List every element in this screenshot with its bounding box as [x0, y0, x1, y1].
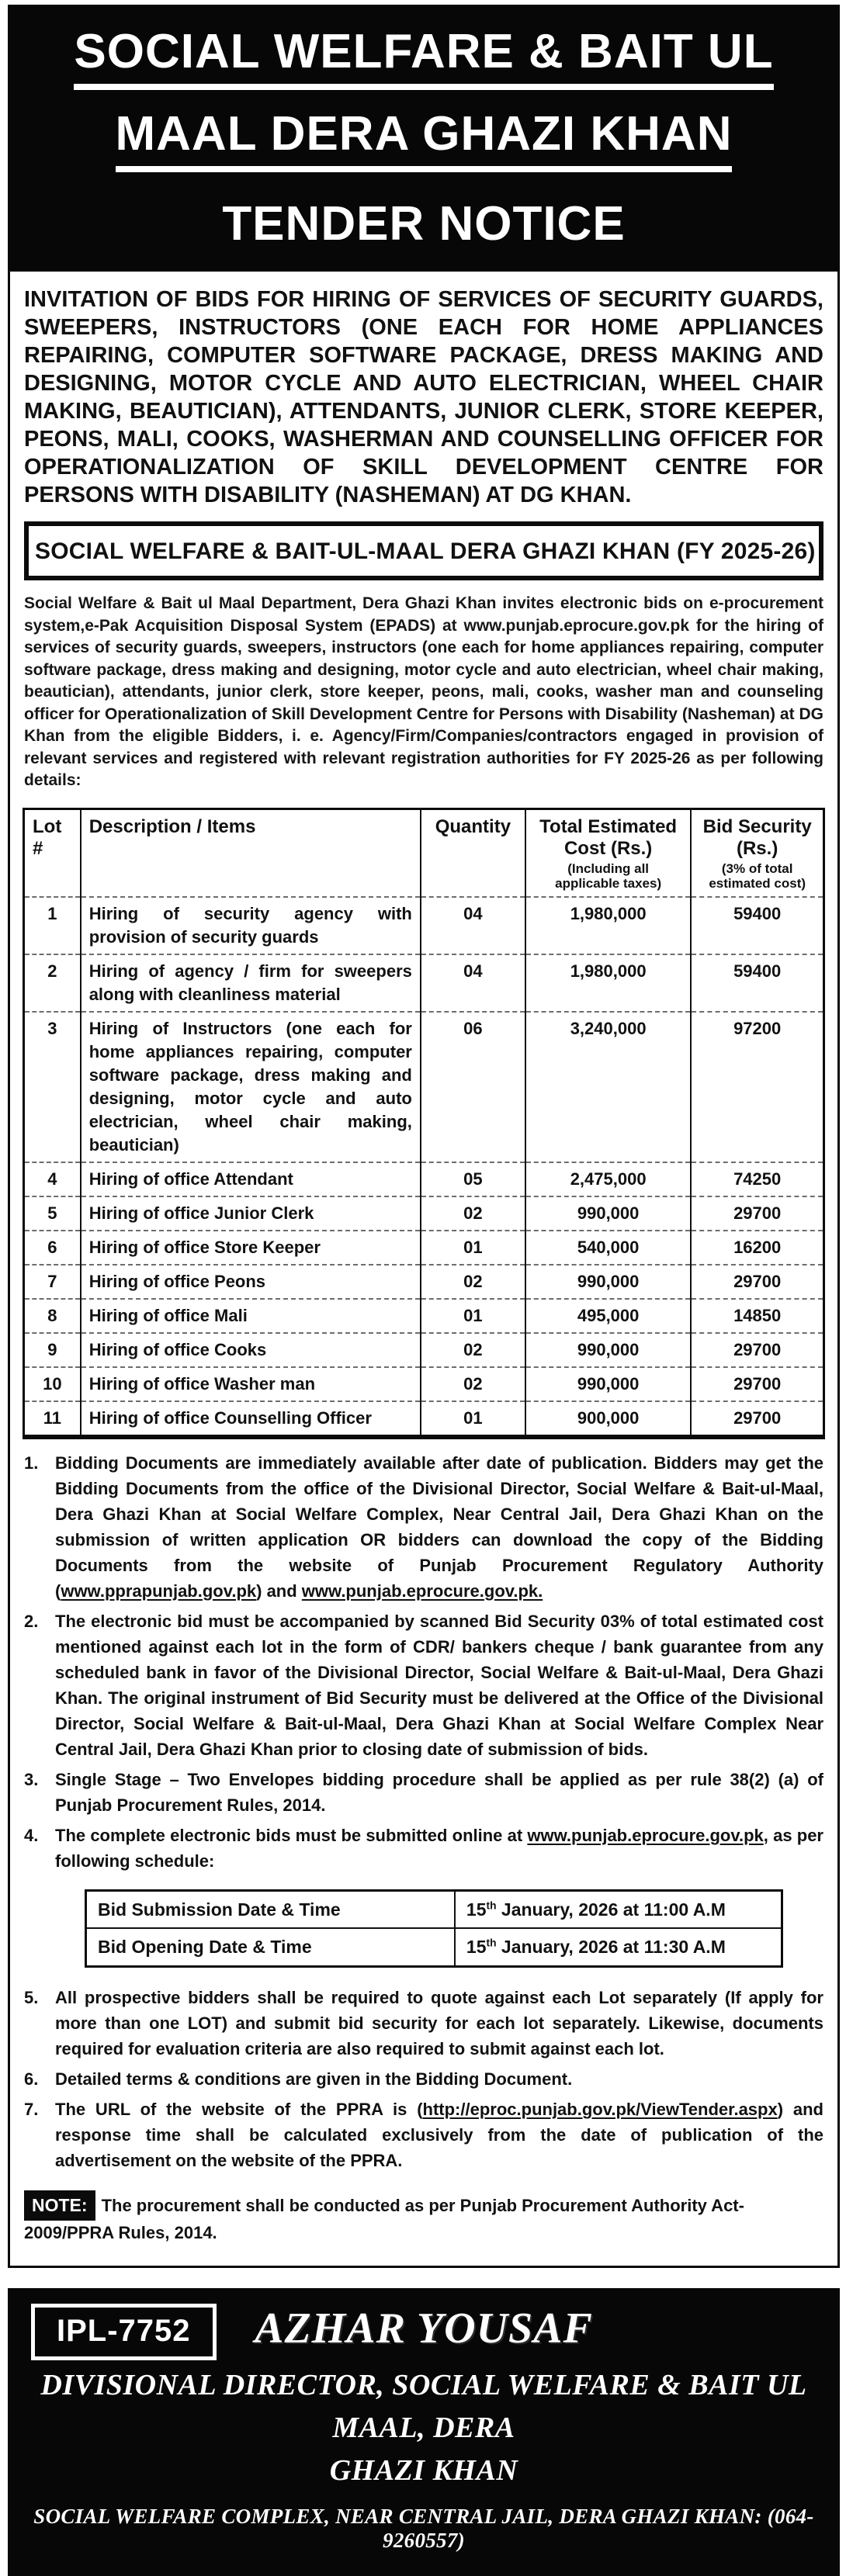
footer-banner [8, 2288, 840, 2576]
item-number: 2. [24, 1611, 39, 1631]
list-item [24, 1608, 823, 1762]
header-banner [8, 5, 840, 272]
description-cell: Hiring of office Junior Clerk [81, 1196, 421, 1231]
signatory-title-line2: GHAZI KHAN [329, 2454, 518, 2488]
lot-header [24, 808, 81, 897]
title-line-2-text: MAAL DERA GHAZI KHAN [116, 110, 733, 172]
list-item [24, 2096, 823, 2173]
item-number: 1. [24, 1452, 39, 1473]
lot-no-cell: 8 [24, 1299, 81, 1333]
cost-cell: 495,000 [525, 1299, 691, 1333]
office-address: SOCIAL WELFARE COMPLEX, NEAR CENTRAL JAIL, DERA GHAZI KHAN: (064-9260557) [33, 2505, 814, 2553]
table-row [24, 1333, 824, 1367]
text-segment: Single Stage – Two Envelopes bidding procedure shall be applied as per rule 38(2) (a) of Punjab Procurement Rules, 2014. [55, 1769, 823, 1815]
table-row [24, 1012, 824, 1162]
lot-no-cell: 11 [24, 1401, 81, 1437]
text-segment: The URL of the website of the PPRA is ( [55, 2100, 423, 2120]
schedule-row [86, 1928, 782, 1966]
table-row [24, 1196, 824, 1231]
security-cell: 29700 [691, 1367, 823, 1401]
lot-no-cell: 10 [24, 1367, 81, 1401]
lot-header-line2: # [33, 837, 43, 859]
item-number: 5. [24, 1988, 39, 2008]
description-cell: Hiring of office Mali [81, 1299, 421, 1333]
schedule-label-cell: Bid Opening Date & Time [86, 1928, 455, 1966]
lot-no-cell: 7 [24, 1265, 81, 1299]
url-text: http://eproc.punjab.gov.pk/ViewTender.aspx [422, 2100, 778, 2120]
item-text [55, 1823, 823, 1874]
note-text: The procurement shall be conducted as per Punjab Procurement Authority Act-2009/PPRA Rules, 2014. [24, 2196, 744, 2243]
text-segment: , as per following schedule: [55, 1825, 823, 1871]
list-item [24, 1767, 823, 1818]
list-item [24, 1823, 823, 1874]
description-cell: Hiring of agency / firm for sweepers along with cleanliness material [81, 954, 421, 1012]
table-row [24, 897, 824, 954]
subtitle-box: SOCIAL WELFARE & BAIT-UL-MAAL DERA GHAZI KHAN (FY 2025-26) [24, 521, 823, 580]
schedule-table [85, 1889, 783, 1968]
security-cell: 29700 [691, 1196, 823, 1231]
table-row [24, 1265, 824, 1299]
item-number: 3. [24, 1769, 39, 1789]
list-item [24, 1985, 823, 2062]
item-number: 7. [24, 2100, 39, 2120]
text-segment: The electronic bid must be accompanied by scanned Bid Security 03% of total estimated cost mentioned against each lot in the form of CDR/ bankers cheque / bank guarantee from any scheduled bank in favor of the Divisional Director, Social Welfare & Bait-ul-Maal, Dera Ghazi Khan. The original instrument of Bid Security must be delivered at the Office of the Divisional Director, Social Welfare & Bait-ul-Maal, Dera Ghazi Khan at Social Welfare Complex Near Central Jail, Dera Ghazi Khan prior to closing date of submission of bids. [55, 1611, 823, 1759]
cost-cell: 990,000 [525, 1265, 691, 1299]
lot-no-cell: 5 [24, 1196, 81, 1231]
quantity-cell: 02 [421, 1196, 525, 1231]
table-row [24, 1299, 824, 1333]
url-text: www.punjab.eprocure.gov.pk. [301, 1581, 543, 1601]
quantity-cell: 04 [421, 897, 525, 954]
title-line-3: TENDER NOTICE [222, 197, 626, 251]
note-paragraph [24, 2190, 823, 2245]
list-item [24, 1450, 823, 1604]
item-text [55, 1985, 823, 2062]
description-cell: Hiring of office Store Keeper [81, 1231, 421, 1265]
conditions-list [24, 1450, 823, 2174]
cost-cell: 3,240,000 [525, 1012, 691, 1162]
security-header [691, 808, 823, 897]
date-day: 15 [466, 1899, 487, 1920]
description-cell: Hiring of office Attendant [81, 1162, 421, 1196]
security-cell: 14850 [691, 1299, 823, 1333]
lot-no-cell: 2 [24, 954, 81, 1012]
table-row [24, 954, 824, 1012]
cost-cell: 990,000 [525, 1196, 691, 1231]
lots-table-header-row [24, 808, 824, 897]
invitation-paragraph: INVITATION OF BIDS FOR HIRING OF SERVICES OF SECURITY GUARDS, SWEEPERS, INSTRUCTORS (ONE EACH FOR HOME APPLIANCES REPAIRING, COMPUTER SOFTWARE PACKAGE, DRESS MAKING AND DESIGNING, MOTOR CYCLE AND AUTO ELECTRICIAN, WHEEL CHAIR MAKING, BEAUTICIAN), ATTENDANTS, JUNIOR CLERK, STORE KEEPER, PEONS, MALI, COOKS, WASHERMAN AND COUNSELLING OFFICER FOR OPERATIONALIZATION OF SKILL DEVELOPMENT CENTRE FOR PERSONS WITH DISABILITY (NASHEMAN) AT DG KHAN. [24, 287, 823, 507]
cost-cell: 900,000 [525, 1401, 691, 1437]
security-cell: 74250 [691, 1162, 823, 1196]
title-line-1 [16, 25, 832, 90]
schedule-row [86, 1890, 782, 1928]
table-row [24, 1231, 824, 1265]
cost-cell: 2,475,000 [525, 1162, 691, 1196]
cost-cell: 1,980,000 [525, 954, 691, 1012]
text-segment: ) and response time shall be calculated exclusively from the date of publication of the advertisement on the website of the PPRA. [55, 2100, 823, 2171]
lot-no-cell: 6 [24, 1231, 81, 1265]
date-day: 15 [466, 1937, 487, 1958]
note-label: NOTE: [24, 2190, 95, 2221]
security-cell: 29700 [691, 1265, 823, 1299]
lot-no-cell: 9 [24, 1333, 81, 1367]
cost-cell: 540,000 [525, 1231, 691, 1265]
security-cell: 97200 [691, 1012, 823, 1162]
text-segment: The complete electronic bids must be submitted online at [55, 1825, 528, 1845]
description-cell: Hiring of office Counselling Officer [81, 1401, 421, 1437]
item-text [55, 1767, 823, 1818]
ipl-number-box: IPL-7752 [31, 2304, 217, 2360]
security-header-note: (3% of total estimated cost) [709, 860, 806, 892]
quantity-cell: 02 [421, 1367, 525, 1401]
item-number: 6. [24, 2069, 39, 2090]
description-cell: Hiring of security agency with provision of security guards [81, 897, 421, 954]
table-row [24, 1367, 824, 1401]
description-cell: Hiring of office Washer man [81, 1367, 421, 1401]
date-rest: January, 2026 at 11:30 A.M [496, 1937, 726, 1958]
cost-cell: 990,000 [525, 1333, 691, 1367]
table-row [24, 1401, 824, 1437]
quantity-cell: 01 [421, 1401, 525, 1437]
item-text [55, 2096, 823, 2173]
security-cell: 59400 [691, 954, 823, 1012]
quantity-cell: 01 [421, 1299, 525, 1333]
list-item [24, 2066, 823, 2092]
lot-no-cell: 1 [24, 897, 81, 954]
intro-paragraph: Social Welfare & Bait ul Maal Department, Dera Ghazi Khan invites electronic bids on e-procurement system,e-Pak Acquisition Disposal System (EPADS) at www.punjab.eprocure.gov.pk for the hiring of services of security guards, sweepers, instructors (one each for home appliances repairing, computer software package, dress making and designing, motor cycle and auto electrician, wheel chair making, beautician), attendants, junior clerk, store keeper, peons, mali, cooks, washer man and counseling officer for Operationalization of Skill Development Centre for Persons with Disability (Nasheman) at DG Khan from the eligible Bidders, i. e. Agency/Firm/Companies/contractors engaged in provision of relevant services and registered with relevant registration authorities for FY 2025-26 as per following details: [24, 594, 823, 789]
schedule-date-cell [455, 1890, 782, 1928]
lot-no-cell: 3 [24, 1012, 81, 1162]
quantity-cell: 02 [421, 1265, 525, 1299]
notice-body [8, 272, 840, 2268]
quantity-cell: 05 [421, 1162, 525, 1196]
cost-cell: 1,980,000 [525, 897, 691, 954]
quantity-cell: 02 [421, 1333, 525, 1367]
schedule-date-cell [455, 1928, 782, 1966]
description-header: Description / Items [81, 808, 421, 897]
security-cell: 29700 [691, 1333, 823, 1367]
date-ordinal: th [486, 1899, 497, 1911]
signatory-name: AZHAR YOUSAF [255, 2304, 593, 2353]
description-cell: Hiring of office Cooks [81, 1333, 421, 1367]
table-row [24, 1162, 824, 1196]
lot-header-line1: Lot [33, 815, 62, 837]
item-text [55, 1608, 823, 1762]
text-segment: ) and [256, 1581, 302, 1601]
date-ordinal: th [486, 1937, 497, 1949]
date-rest: January, 2026 at 11:00 A.M [496, 1899, 726, 1920]
quantity-cell: 01 [421, 1231, 525, 1265]
quantity-header: Quantity [421, 808, 525, 897]
title-line-1-text: SOCIAL WELFARE & BAIT UL [74, 28, 773, 90]
item-text [55, 2066, 823, 2092]
cost-header [525, 808, 691, 897]
quantity-cell: 06 [421, 1012, 525, 1162]
quantity-cell: 04 [421, 954, 525, 1012]
description-cell: Hiring of Instructors (one each for home appliances repairing, computer software package, dress making and designing, motor cycle and auto electrician, wheel chair making, beautician) [81, 1012, 421, 1162]
security-cell: 59400 [691, 897, 823, 954]
cost-header-main: Total Estimated Cost (Rs.) [539, 815, 678, 859]
item-text [55, 1450, 823, 1604]
signatory-title-line1: DIVISIONAL DIRECTOR, SOCIAL WELFARE & BAIT UL MAAL, DERA [40, 2369, 807, 2445]
text-segment: All prospective bidders shall be required to quote against each Lot separately (If apply for more than one LOT) and submit bid security for each lot separately. Likewise, documents required for evaluation criteria are also required to submit against each lot. [55, 1988, 823, 2059]
schedule-label-cell: Bid Submission Date & Time [86, 1890, 455, 1928]
signatory-title [23, 2364, 824, 2492]
lots-table [23, 808, 825, 1439]
item-number: 4. [24, 1825, 39, 1845]
text-segment: Detailed terms & conditions are given in the Bidding Document. [55, 2069, 573, 2090]
cost-cell: 990,000 [525, 1367, 691, 1401]
description-cell: Hiring of office Peons [81, 1265, 421, 1299]
url-text: www.pprapunjab.gov.pk [61, 1581, 257, 1601]
title-line-2 [16, 107, 832, 172]
text-segment: Bidding Documents are immediately available after date of publication. Bidders may get the Bidding Documents from the office of the Divisional Director, Social Welfare & Bait-ul-Maal, Dera Ghazi Khan at Social Welfare Complex, Near Central Jail, Dera Ghazi Khan on the submission of written application OR bidders can download the copy of the Bidding Documents from the website of Punjab Procurement Regulatory Authority ( [55, 1452, 823, 1601]
cost-header-note: (Including all applicable taxes) [555, 860, 662, 892]
security-cell: 29700 [691, 1401, 823, 1437]
security-header-main: Bid Security (Rs.) [702, 815, 812, 859]
url-text: www.punjab.eprocure.gov.pk [527, 1825, 764, 1845]
lot-no-cell: 4 [24, 1162, 81, 1196]
security-cell: 16200 [691, 1231, 823, 1265]
